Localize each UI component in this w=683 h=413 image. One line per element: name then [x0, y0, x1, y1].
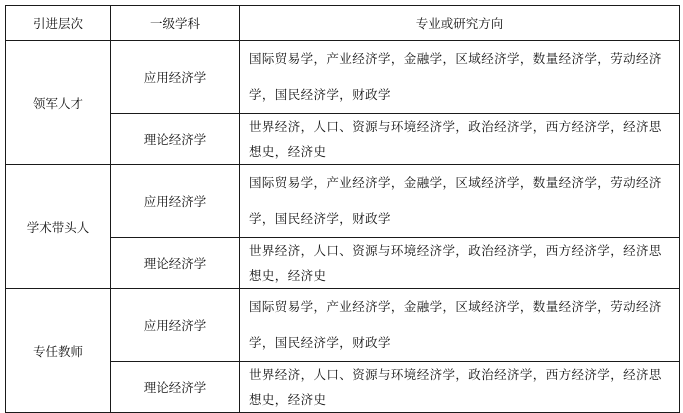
header-subject: 一级学科 [111, 6, 240, 41]
level-cell: 学术带头人 [6, 165, 111, 289]
subject-cell: 应用经济学 [111, 165, 240, 238]
subject-cell: 应用经济学 [111, 289, 240, 362]
subject-cell: 理论经济学 [111, 362, 240, 413]
header-row [6, 6, 680, 41]
subject-cell: 理论经济学 [111, 114, 240, 165]
majors-cell: 国际贸易学，产业经济学，金融学，区域经济学，数量经济学，劳动经济学，国民经济学，财政学 [240, 165, 680, 238]
header-majors: 专业或研究方向 [240, 6, 680, 41]
majors-cell: 世界经济，人口、资源与环境经济学，政治经济学，西方经济学，经济思想史，经济史 [240, 114, 680, 165]
recruitment-table [5, 5, 680, 413]
majors-cell: 世界经济，人口、资源与环境经济学，政治经济学，西方经济学，经济思想史，经济史 [240, 238, 680, 289]
table-row [6, 289, 680, 362]
subject-cell: 应用经济学 [111, 41, 240, 114]
level-cell: 专任教师 [6, 289, 111, 413]
majors-cell: 国际贸易学，产业经济学，金融学，区域经济学，数量经济学，劳动经济学，国民经济学，财政学 [240, 41, 680, 114]
table-row [6, 165, 680, 238]
majors-cell: 国际贸易学，产业经济学，金融学，区域经济学，数量经济学，劳动经济学，国民经济学，财政学 [240, 289, 680, 362]
level-cell: 领军人才 [6, 41, 111, 165]
header-level: 引进层次 [6, 6, 111, 41]
majors-cell: 世界经济，人口、资源与环境经济学，政治经济学，西方经济学，经济思想史，经济史 [240, 362, 680, 413]
table-row [6, 41, 680, 114]
subject-cell: 理论经济学 [111, 238, 240, 289]
